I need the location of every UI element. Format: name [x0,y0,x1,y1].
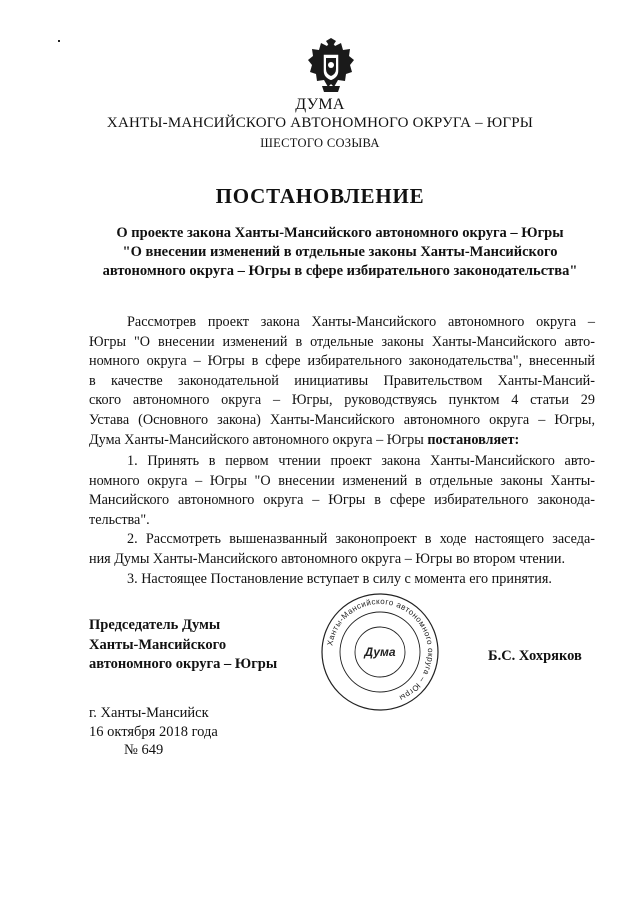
seal-center-text: Дума [364,645,396,659]
item2-line: ния Думы Ханты-Мансийского автономного округа – Югры во втором чтении. [89,550,566,567]
item1-line: номного округа – Югры "О внесении изменений в отдельные законы Ханты- [89,472,595,489]
convocation-line: ШЕСТОГО СОЗЫВА [260,136,380,150]
document-title [90,224,590,281]
intro-line-last [89,431,595,451]
scan-speck [58,40,60,42]
item3-line: 3. Настоящее Постановление вступает в силу с момента его принятия. [127,570,552,587]
item2-line: 2. Рассмотреть вышеназванный законопроект в ходе настоящего заседа- [127,531,595,548]
intro-line: Рассмотрев проект закона Ханты-Мансийского автономного округа – [127,314,595,330]
resolution-keyword: постановляет: [427,431,520,448]
intro-line: ского автономного округа – Югры, руководствуясь пунктом 4 статьи 29 [89,392,595,409]
item1-line: тельства". [89,511,150,528]
signer-position-line: Председатель Думы [89,617,221,633]
item1-line: Мансийского автономного округа – Югры в сфере избирательного законода- [89,492,595,509]
place-of-signing: г. Ханты-Мансийск [89,705,209,721]
title-line: автономного округа – Югры в сфере избирательного законодательства" [102,263,578,279]
signer-position-line: автономного округа – Югры [89,656,278,672]
intro-paragraph [89,313,595,450]
signer-name: Б.С. Хохряков [488,648,582,664]
seal-ring-text: Ханты-Мансийского автономного округа – Югры [325,596,436,703]
item1-line: 1. Принять в первом чтении проект закона Ханты-Мансийского авто- [127,453,595,469]
title-line: О проекте закона Ханты-Мансийского автономного округа – Югры [116,225,564,241]
intro-line: номного округа – Югры в сфере избирательного законодательства", внесенный [89,353,595,370]
coat-of-arms-icon [306,38,356,96]
signing-date: 16 октября 2018 года [89,723,218,740]
document-type-heading: ПОСТАНОВЛЕНИЕ [215,184,425,208]
signer-position-line: Ханты-Мансийского [89,636,227,653]
document-number: № 649 [124,742,164,758]
signer-position [89,616,277,675]
intro-line: в качестве законодательной инициативы Правительством Ханты-Мансий- [89,372,595,389]
org-name-line2: ХАНТЫ-МАНСИЙСКОГО АВТОНОМНОГО ОКРУГА – ЮГРЫ [106,115,534,131]
org-name-line1: ДУМА [295,96,345,113]
intro-line-text: Дума Ханты-Мансийского автономного округа – Югры [89,431,424,448]
intro-line: Югры "О внесении изменений в отдельные законы Ханты-Мансийского авто- [89,333,595,350]
intro-line: Устава (Основного закона) Ханты-Мансийского автономного округа – Югры, [89,411,595,428]
resolution-items [89,452,595,589]
place-date-number [89,704,218,760]
title-line: "О внесении изменений в отдельные законы Ханты-Мансийского [122,244,558,260]
official-seal-stamp [318,590,442,714]
